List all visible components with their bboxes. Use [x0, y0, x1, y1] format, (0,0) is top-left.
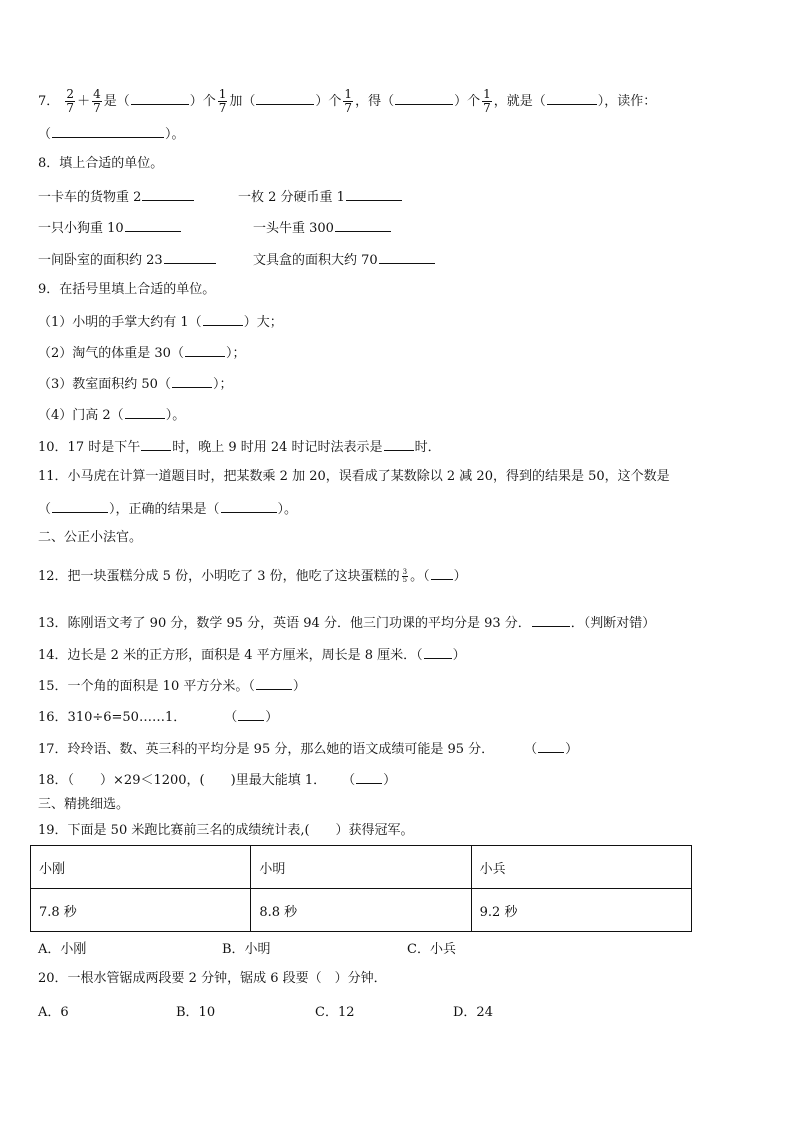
answer-blank[interactable]: [172, 374, 212, 388]
table-header-cell: 小刚: [31, 846, 251, 889]
fraction-three-fifths: $\frac{3}{5}$: [402, 568, 408, 584]
table-cell: 9.2 秒: [471, 889, 691, 932]
question-8-row-2-right: 一头牛重 300: [253, 218, 392, 238]
results-table: [30, 845, 692, 932]
answer-blank[interactable]: [164, 250, 216, 264]
answer-blank[interactable]: [346, 187, 402, 201]
question-8-row-2: 一只小狗重 10: [38, 218, 182, 238]
question-7-line-1: 7． $\frac{2}{7}$ ＋ $\frac{4}{7}$ 是（ ）个 $\frac{1}{7}$ 加（ ）个 $\frac{1}{7}$ ，得（ ）个 $\frac{1}{7}$ ，就是（ ），读作：: [38, 87, 657, 115]
question-16: 16．310÷6=50……1． （ ）: [38, 707, 278, 727]
answer-blank[interactable]: [142, 187, 194, 201]
question-11-line-1: 11．小马虎在计算一道题目时，把某数乘 2 加 20，误看成了某数除以 2 减 20，得到的结果是 50，这个数是: [38, 469, 670, 484]
question-7-number: 7．: [38, 94, 60, 109]
answer-blank[interactable]: [335, 218, 391, 232]
answer-blank[interactable]: [395, 91, 453, 105]
answer-blank[interactable]: [203, 312, 243, 326]
answer-blank[interactable]: [125, 218, 181, 232]
answer-blank[interactable]: [384, 437, 414, 451]
option-a[interactable]: A．6: [38, 1005, 69, 1020]
answer-blank[interactable]: [431, 566, 453, 580]
question-15: 15．一个角的面积是 10 平方分米。（ ）: [38, 676, 306, 696]
answer-blank[interactable]: [221, 499, 277, 513]
question-10: 10．17 时是下午 时，晚上 9 时用 24 时记时法表示是 时．: [38, 437, 441, 457]
answer-blank[interactable]: [538, 739, 564, 753]
answer-blank[interactable]: [547, 91, 597, 105]
question-9-item-1: （1）小明的手掌大约有 1（ ）大；: [38, 312, 283, 332]
section-2-heading: 二、公正小法官。: [38, 530, 143, 545]
answer-blank[interactable]: [125, 405, 165, 419]
fraction-one-seventh: $\frac{1}{7}$: [218, 87, 227, 115]
question-7-line-2: （ ）。: [38, 124, 185, 144]
table-cell: 8.8 秒: [251, 889, 471, 932]
option-b[interactable]: B．小明: [222, 942, 271, 957]
answer-blank[interactable]: [424, 645, 452, 659]
answer-blank[interactable]: [52, 124, 164, 138]
question-12: 12．把一块蛋糕分成 5 份，小明吃了 3 份，他吃了这块蛋糕的 $\frac{3}{5}$ 。（ ）: [38, 568, 467, 584]
fraction-two-sevenths: $\frac{2}{7}$: [66, 87, 75, 115]
question-14: 14．边长是 2 米的正方形，面积是 4 平方厘米，周长是 8 厘米．（ ）: [38, 645, 466, 665]
question-11-line-2: （ ），正确的结果是（ ）。: [38, 499, 297, 519]
fraction-four-sevenths: $\frac{4}{7}$: [93, 87, 101, 115]
table-row: [31, 889, 692, 932]
question-13: 13．陈刚语文考了 90 分，数学 95 分，英语 94 分．他三门功课的平均分是 93 分． ．（判断对错）: [38, 613, 655, 633]
answer-blank[interactable]: [141, 437, 171, 451]
answer-blank[interactable]: [356, 770, 382, 784]
question-8-row-3: 一间卧室的面积约 23: [38, 250, 217, 270]
answer-blank[interactable]: [238, 707, 264, 721]
answer-blank[interactable]: [52, 499, 108, 513]
question-9-item-3: （3）教室面积约 50（ ）；: [38, 374, 232, 394]
answer-blank[interactable]: [379, 250, 435, 264]
question-19-title: 19．下面是 50 米跑比赛前三名的成绩统计表,( ）获得冠军。: [38, 823, 414, 838]
question-18: 18．（ ）×29＜1200，( )里最大能填 1． （ ）: [38, 770, 396, 790]
answer-blank[interactable]: [532, 613, 570, 627]
answer-blank[interactable]: [131, 91, 189, 105]
question-9-item-4: （4）门高 2（ ）。: [38, 405, 185, 425]
option-d[interactable]: D．24: [453, 1005, 493, 1020]
question-17: 17．玲玲语、数、英三科的平均分是 95 分，那么她的语文成绩可能是 95 分． （ ）: [38, 739, 578, 759]
question-8-row-1-right: 一枚 2 分硬币重 1: [238, 187, 403, 207]
fraction-one-seventh: $\frac{1}{7}$: [483, 87, 491, 115]
section-3-heading: 三、精挑细选。: [38, 797, 130, 812]
table-row: [31, 846, 692, 889]
option-b[interactable]: B．10: [176, 1005, 216, 1020]
question-9-title: 9．在括号里填上合适的单位。: [38, 282, 216, 297]
fraction-one-seventh: $\frac{1}{7}$: [344, 87, 353, 115]
plus-sign: ＋: [77, 94, 91, 109]
option-a[interactable]: A．小刚: [38, 942, 87, 957]
question-8-row-1: 一卡车的货物重 2: [38, 187, 195, 207]
table-header-cell: 小兵: [471, 846, 691, 889]
question-8-row-3-right: 文具盒的面积大约 70: [253, 250, 436, 270]
table-header-cell: 小明: [251, 846, 471, 889]
question-20-title: 20．一根水管锯成两段要 2 分钟，锯成 6 段要（ ）分钟．: [38, 971, 387, 986]
answer-blank[interactable]: [256, 91, 314, 105]
option-c[interactable]: C．12: [315, 1005, 355, 1020]
question-8-title: 8．填上合适的单位。: [38, 156, 164, 171]
option-c[interactable]: C．小兵: [407, 942, 456, 957]
answer-blank[interactable]: [256, 676, 292, 690]
answer-blank[interactable]: [185, 343, 225, 357]
table-cell: 7.8 秒: [31, 889, 251, 932]
question-9-item-2: （2）淘气的体重是 30（ ）；: [38, 343, 245, 363]
